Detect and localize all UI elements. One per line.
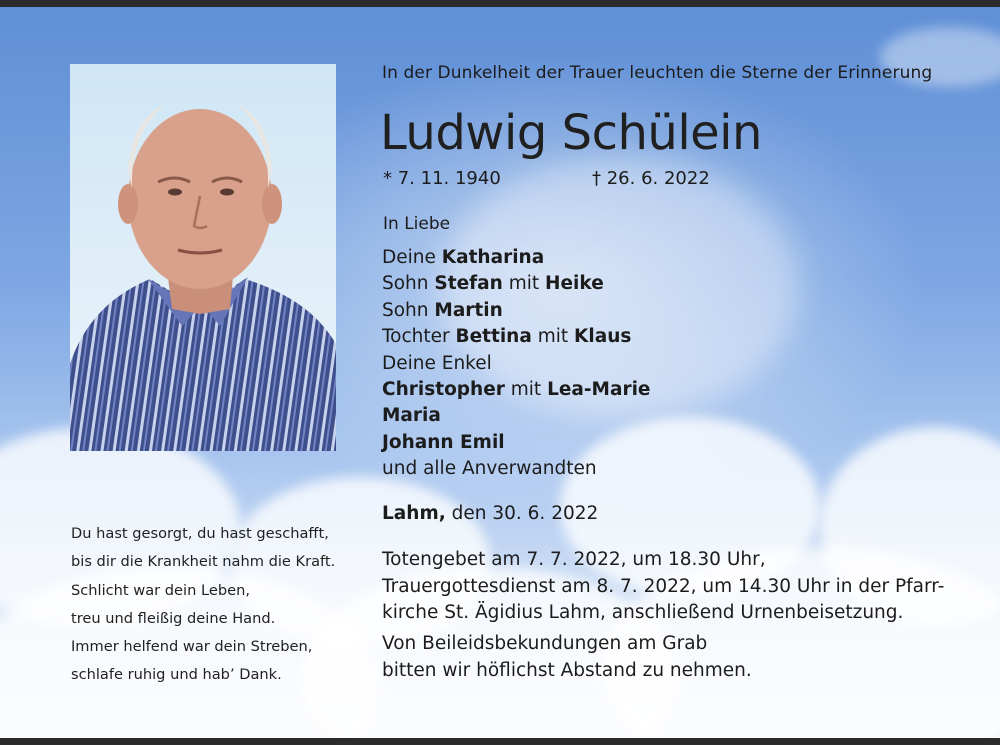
deceased-name: Ludwig Schülein — [380, 105, 762, 161]
service-line: Trauergottesdienst am 8. 7. 2022, um 14.30 Uhr in der Pfarr- — [382, 575, 945, 597]
mourner-line — [382, 351, 650, 377]
mourner-text: mit — [531, 326, 575, 348]
mourners-list — [382, 245, 650, 483]
mourner-name: Johann Emil — [382, 431, 505, 453]
mourner-line — [382, 403, 650, 429]
mourner-line — [382, 377, 650, 403]
condolence-line: Von Beileidsbekundungen am Grab — [382, 633, 708, 654]
mourner-name: Lea-Marie — [547, 379, 651, 401]
mourner-text: Tochter — [382, 326, 456, 348]
birth-date: * 7. 11. 1940 — [383, 168, 501, 189]
mourner-line — [382, 245, 650, 271]
memorial-motto: In der Dunkelheit der Trauer leuchten die Sterne der Erinnerung — [382, 63, 933, 83]
mourner-name: Christopher — [382, 379, 505, 401]
death-date: † 26. 6. 2022 — [592, 168, 710, 189]
mourner-line — [382, 324, 650, 350]
portrait-illustration — [70, 64, 336, 451]
mourner-text: Sohn — [382, 299, 435, 321]
service-line: Totengebet am 7. 7. 2022, um 18.30 Uhr, — [382, 549, 766, 570]
place-date-text: den 30. 6. 2022 — [445, 503, 599, 524]
service-info — [382, 547, 944, 627]
mourner-name: Heike — [545, 273, 604, 295]
portrait-photo — [70, 64, 336, 451]
mourner-text: mit — [502, 273, 546, 295]
mourner-name: Stefan — [434, 273, 503, 295]
service-line: kirche St. Ägidius Lahm, anschließend Urnenbeisetzung. — [382, 602, 904, 623]
mourner-line — [382, 298, 650, 324]
mourner-text: Deine — [382, 247, 442, 268]
mourner-line — [382, 271, 650, 297]
condolence-note — [382, 631, 752, 684]
poem-line: treu und fleißig deine Hand. — [71, 609, 276, 627]
mourner-name: Maria — [382, 405, 441, 427]
place-town: Lahm, — [382, 503, 446, 524]
poem — [71, 520, 335, 690]
mourner-text: und alle Anverwandten — [382, 458, 597, 480]
place-date — [382, 503, 598, 524]
mourner-line — [382, 456, 650, 482]
poem-line: bis dir die Krankheit nahm die Kraft. — [71, 553, 336, 571]
poem-line: Schlicht war dein Leben, — [71, 581, 250, 599]
poem-line: Immer helfend war dein Streben, — [71, 638, 313, 656]
mourner-text: Deine Enkel — [382, 352, 492, 374]
condolence-line: bitten wir höflichst Abstand zu nehmen. — [382, 659, 752, 681]
mourner-line — [382, 430, 650, 456]
mourner-name: Martin — [434, 299, 503, 321]
mourner-name: Katharina — [441, 247, 545, 268]
mourner-name: Bettina — [455, 326, 532, 348]
mourner-text: mit — [504, 379, 548, 401]
greeting: In Liebe — [383, 214, 451, 234]
poem-line: Du hast gesorgt, du hast geschafft, — [71, 525, 329, 542]
poem-line: schlafe ruhig und hab’ Dank. — [71, 666, 282, 684]
mourner-text: Sohn — [382, 273, 435, 295]
mourner-name: Klaus — [574, 326, 632, 348]
